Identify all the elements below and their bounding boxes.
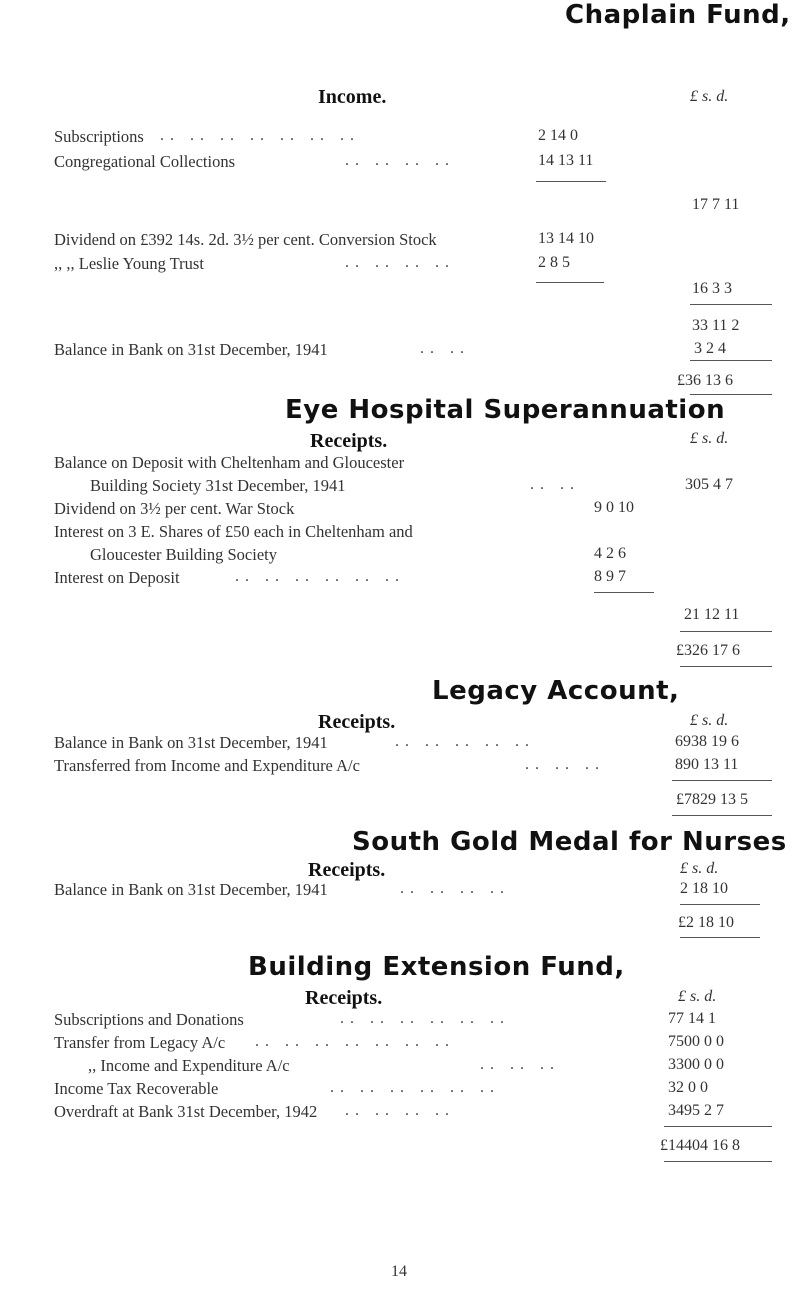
chaplain-row-label: ,, ,, Leslie Young Trust xyxy=(54,254,204,273)
legacy-title: Legacy Account, xyxy=(432,676,680,706)
chaplain-currency-head: £ s. d. xyxy=(690,88,729,105)
eye-hospital-title: Eye Hospital Superannuation xyxy=(285,395,726,425)
building-title: Building Extension Fund, xyxy=(248,952,625,982)
leader-dots: .. .. .. .. .. .. .. xyxy=(255,1033,455,1050)
legacy-receipts-heading: Receipts. xyxy=(318,711,396,733)
eye-row-right: 21 12 11 xyxy=(684,606,740,623)
eye-row-label: Building Society 31st December, 1941 xyxy=(90,476,346,495)
total-rule xyxy=(680,666,772,667)
building-row-right: 7500 0 0 xyxy=(668,1033,724,1050)
eye-row-mid: 4 2 6 xyxy=(594,545,626,562)
leader-dots: .. .. .. .. .. .. xyxy=(330,1079,500,1096)
south-gold-title: South Gold Medal for Nurses xyxy=(352,827,787,857)
chaplain-row-label: Balance in Bank on 31st December, 1941 xyxy=(54,340,328,359)
subtotal-rule xyxy=(536,181,606,182)
building-row-right: 32 0 0 xyxy=(668,1079,708,1096)
leader-dots: .. .. .. xyxy=(480,1056,560,1073)
leader-dots: .. .. .. .. .. xyxy=(395,733,535,750)
south-gold-row-right: 2 18 10 xyxy=(680,880,728,897)
south-gold-row-label: Balance in Bank on 31st December, 1941 xyxy=(54,880,328,899)
page-number: 14 xyxy=(391,1263,407,1280)
building-row-label: Income Tax Recoverable xyxy=(54,1079,219,1098)
total-rule xyxy=(664,1126,772,1127)
chaplain-row-right: 16 3 3 xyxy=(692,280,732,297)
chaplain-income-heading: Income. xyxy=(318,86,387,108)
eye-row-mid: 9 0 10 xyxy=(594,499,634,516)
chaplain-row-mid: 13 14 10 xyxy=(538,230,594,247)
leader-dots: .. .. .. xyxy=(525,756,605,773)
total-rule xyxy=(672,780,772,781)
chaplain-row-mid: 2 14 0 xyxy=(538,127,578,144)
leader-dots: .. .. .. .. xyxy=(345,254,455,271)
total-rule xyxy=(664,1161,772,1162)
chaplain-fund-title: Chaplain Fund, xyxy=(565,0,791,30)
building-row-right: 3495 2 7 xyxy=(668,1102,724,1119)
building-row-right: 77 14 1 xyxy=(668,1010,716,1027)
chaplain-row-mid: 14 13 11 xyxy=(538,152,594,169)
total-rule xyxy=(690,360,772,361)
building-row-label: ,, Income and Expenditure A/c xyxy=(88,1056,290,1075)
south-gold-currency-head: £ s. d. xyxy=(680,860,719,877)
chaplain-row-mid: 2 8 5 xyxy=(538,254,570,271)
leader-dots: .. .. .. .. xyxy=(345,1102,455,1119)
subtotal-rule xyxy=(690,304,772,305)
eye-row-label: Gloucester Building Society xyxy=(90,545,277,564)
chaplain-row-label: Subscriptions xyxy=(54,127,144,146)
leader-dots: .. .. xyxy=(530,476,580,493)
chaplain-total: £36 13 6 xyxy=(677,372,733,389)
legacy-row-right: 6938 19 6 xyxy=(675,733,739,750)
leader-dots: .. .. .. .. .. .. xyxy=(235,568,405,585)
leader-dots: .. .. .. .. xyxy=(400,880,510,897)
leader-dots: .. .. .. .. xyxy=(345,152,455,169)
chaplain-row-right: 3 2 4 xyxy=(694,340,726,357)
building-row-right: 3300 0 0 xyxy=(668,1056,724,1073)
building-row-label: Subscriptions and Donations xyxy=(54,1010,244,1029)
building-row-label: Transfer from Legacy A/c xyxy=(54,1033,226,1052)
building-receipts-heading: Receipts. xyxy=(305,987,383,1009)
total-rule xyxy=(672,815,772,816)
subtotal-rule xyxy=(536,282,604,283)
building-total: £14404 16 8 xyxy=(660,1137,740,1154)
subtotal-rule xyxy=(594,592,654,593)
total-rule xyxy=(680,937,760,938)
legacy-row-label: Transferred from Income and Expenditure A/c xyxy=(54,756,360,775)
eye-row-label: Balance on Deposit with Cheltenham and Gloucester xyxy=(54,453,405,472)
leader-dots: .. .. xyxy=(420,340,470,357)
eye-row-right: 305 4 7 xyxy=(685,476,733,493)
eye-row-label: Dividend on 3½ per cent. War Stock xyxy=(54,499,295,518)
total-rule xyxy=(680,904,760,905)
building-row-label: Overdraft at Bank 31st December, 1942 xyxy=(54,1102,318,1121)
chaplain-row-right: 17 7 11 xyxy=(692,196,740,213)
eye-row-mid: 8 9 7 xyxy=(594,568,626,585)
eye-total: £326 17 6 xyxy=(676,642,740,659)
south-gold-total: £2 18 10 xyxy=(678,914,734,931)
chaplain-row-right: 33 11 2 xyxy=(692,317,740,334)
legacy-total: £7829 13 5 xyxy=(676,791,748,808)
building-currency-head: £ s. d. xyxy=(678,988,717,1005)
legacy-row-right: 890 13 11 xyxy=(675,756,739,773)
leader-dots: .. .. .. .. .. .. xyxy=(340,1010,510,1027)
chaplain-row-label: Congregational Collections xyxy=(54,152,236,171)
eye-receipts-heading: Receipts. xyxy=(310,430,388,452)
leader-dots: .. .. .. .. .. .. .. xyxy=(160,127,360,144)
chaplain-row-label: Dividend on £392 14s. 2d. 3½ per cent. Conversion Stock xyxy=(54,230,437,249)
legacy-currency-head: £ s. d. xyxy=(690,712,729,729)
eye-currency-head: £ s. d. xyxy=(690,430,729,447)
eye-row-label: Interest on 3 E. Shares of £50 each in Cheltenham and xyxy=(54,522,413,541)
eye-row-label: Interest on Deposit xyxy=(54,568,180,587)
total-rule xyxy=(680,631,772,632)
south-gold-receipts-heading: Receipts. xyxy=(308,859,386,881)
legacy-row-label: Balance in Bank on 31st December, 1941 xyxy=(54,733,328,752)
